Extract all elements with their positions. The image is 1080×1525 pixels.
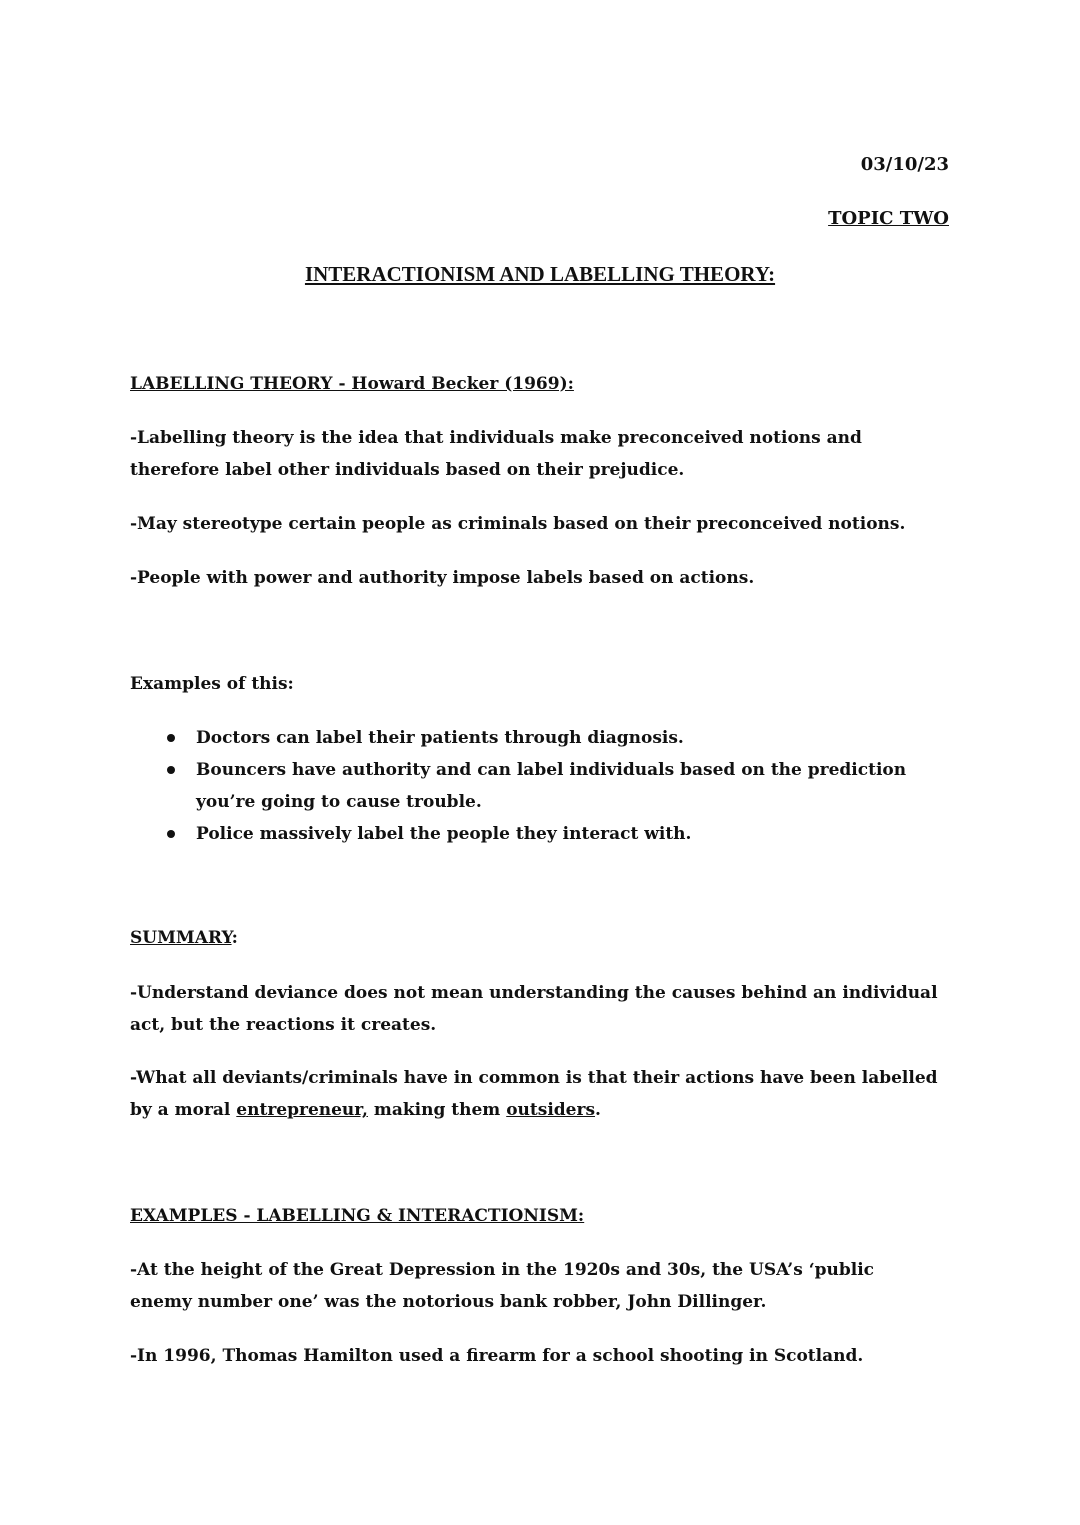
page-title: INTERACTIONISM AND LABELLING THEORY: bbox=[304, 262, 776, 286]
list-item: Bouncers have authority and can label individuals based on the prediction you’re going to cause trouble. bbox=[130, 754, 940, 818]
labelling-paragraph-1: -Labelling theory is the idea that individuals make preconceived notions and therefore label other individuals based on their prejudice. bbox=[130, 428, 862, 480]
bullet-icon bbox=[167, 734, 175, 742]
labelling-paragraph-2: -May stereotype certain people as criminals based on their preconceived notions. bbox=[130, 514, 906, 534]
examples-paragraph-1: -At the height of the Great Depression in the 1920s and 30s, the USA’s ‘public enemy number one’ was the notorious bank robber, John Dillinger. bbox=[130, 1260, 875, 1312]
bullet-icon bbox=[167, 766, 175, 774]
list-item: Police massively label the people they interact with. bbox=[130, 818, 940, 850]
examples-list bbox=[130, 722, 940, 850]
entrepreneur-term: entrepreneur, bbox=[236, 1100, 368, 1120]
examples-intro: Examples of this: bbox=[130, 674, 294, 694]
summary-paragraph-1: -Understand deviance does not mean understanding the causes behind an individual act, but the reactions it creates. bbox=[130, 983, 938, 1035]
bullet-icon bbox=[167, 830, 175, 838]
summary-heading: SUMMARY: bbox=[130, 928, 238, 948]
labelling-theory-heading: LABELLING THEORY - Howard Becker (1969): bbox=[130, 374, 574, 394]
examples-paragraph-2: -In 1996, Thomas Hamilton used a firearm for a school shooting in Scotland. bbox=[130, 1346, 864, 1366]
topic-label: TOPIC TWO bbox=[828, 208, 949, 229]
examples-section-heading: EXAMPLES - LABELLING & INTERACTIONISM: bbox=[130, 1206, 585, 1226]
date: 03/10/23 bbox=[860, 154, 949, 175]
list-item: Doctors can label their patients through diagnosis. bbox=[130, 722, 940, 754]
summary-paragraph-2: -What all deviants/criminals have in common is that their actions have been labelled by a moral entrepreneur, making them outsiders. bbox=[130, 1068, 938, 1120]
labelling-paragraph-3: -People with power and authority impose labels based on actions. bbox=[130, 568, 755, 588]
outsiders-term: outsiders bbox=[506, 1100, 596, 1120]
